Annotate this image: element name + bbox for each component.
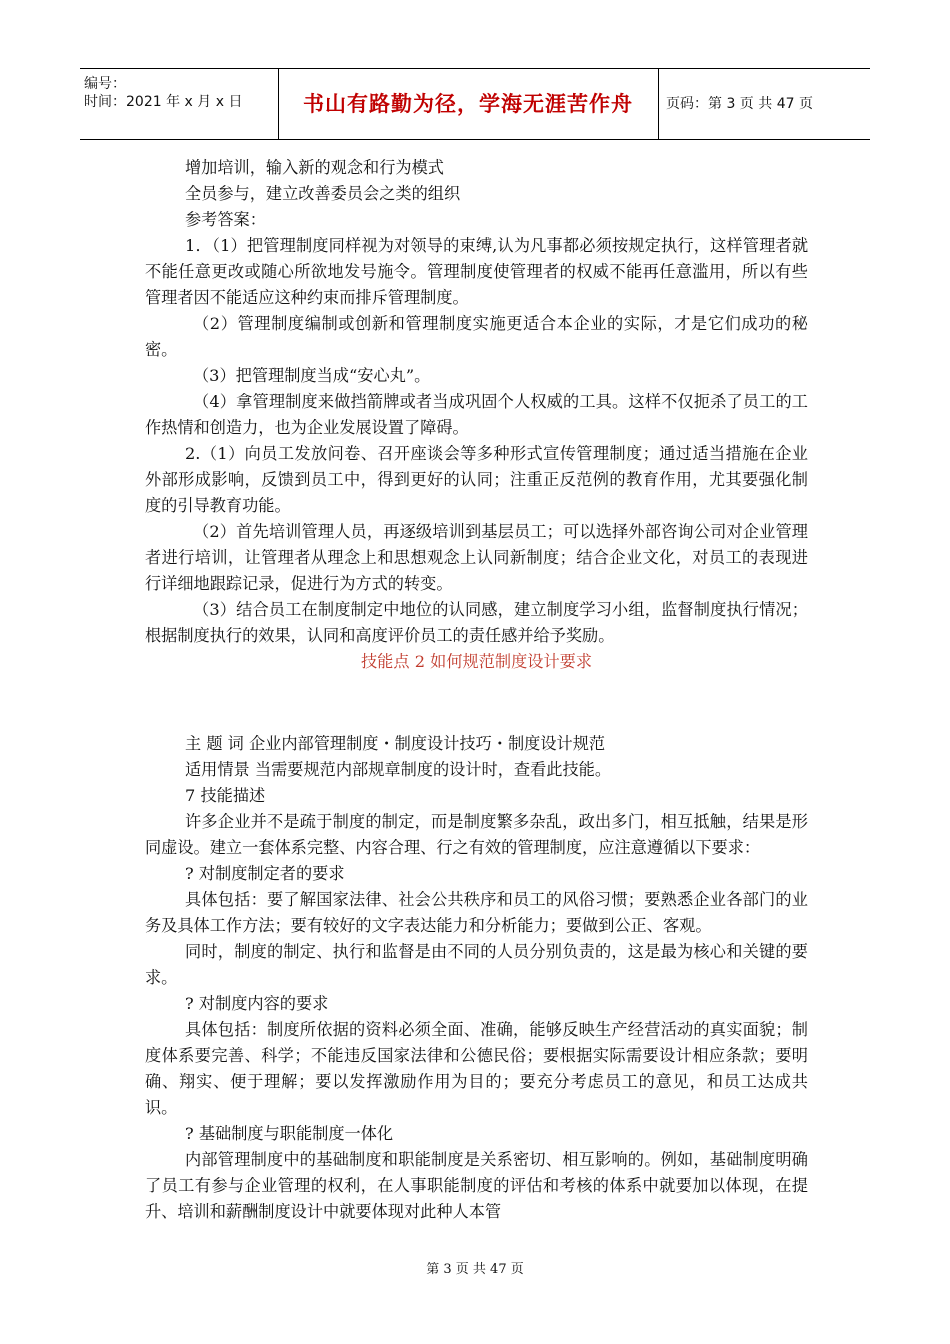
paragraph: 参考答案： bbox=[185, 210, 266, 229]
paragraph: 全员参与，建立改善委员会之类的组织 bbox=[185, 184, 461, 203]
time-label: 时间：2021 年 x 月 x 日 bbox=[84, 94, 243, 110]
paragraph: （2）首先培训管理人员，再逐级培训到基层员工；可以选择外部咨询公司对企业管理者进行培训，让管理者从理念上和思想观念上认同新制度；结合企业文化，对员工的表现进行详细地跟踪记录，促进行为方式的转变。 bbox=[145, 522, 808, 593]
number-label: 编号： bbox=[84, 76, 126, 92]
paragraph: 同时，制度的制定、执行和监督是由不同的人员分别负责的，这是最为核心和关键的要求。 bbox=[145, 942, 808, 987]
spacer bbox=[145, 675, 808, 731]
paragraph: （3）结合员工在制度制定中地位的认同感，建立制度学习小组，监督制度执行情况；根据制度执行的效果，认同和高度评价员工的责任感并给予奖励。 bbox=[145, 600, 808, 645]
paragraph: 7 技能描述 bbox=[185, 786, 266, 805]
paragraph: 具体包括：要了解国家法律、社会公共秩序和员工的风俗习惯；要熟悉企业各部门的业务及具体工作方法；要有较好的文字表达能力和分析能力；要做到公正、客观。 bbox=[145, 890, 808, 935]
paragraph: ? 对制度内容的要求 bbox=[185, 994, 329, 1013]
paragraph: 内部管理制度中的基础制度和职能制度是关系密切、相互影响的。例如，基础制度明确了员工有参与企业管理的权利，在人事职能制度的评估和考核的体系中就要加以体现，在提升、培训和薪酬制度设计中就要体现对此种人本管 bbox=[145, 1150, 808, 1221]
page-footer: 第 3 页 共 47 页 bbox=[426, 1262, 524, 1277]
paragraph: （3）把管理制度当成“安心丸”。 bbox=[193, 366, 431, 385]
header-motto: 书山有路勤为径，学海无涯苦作舟 bbox=[278, 69, 659, 139]
paragraph: 适用情景 当需要规范内部规章制度的设计时，查看此技能。 bbox=[185, 760, 612, 779]
paragraph: （2）管理制度编制或创新和管理制度实施更适合本企业的实际，才是它们成功的秘密。 bbox=[145, 314, 808, 359]
paragraph: 主 题 词 企业内部管理制度・制度设计技巧・制度设计规范 bbox=[185, 734, 606, 753]
paragraph: 2.（1）向员工发放问卷、召开座谈会等多种形式宣传管理制度；通过适当措施在企业外部形成影响，反馈到员工中，得到更好的认同；注重正反范例的教育作用，尤其要强化制度的引导教育功能。 bbox=[145, 444, 808, 515]
paragraph: （4）拿管理制度来做挡箭牌或者当成巩固个人权威的工具。这样不仅扼杀了员工的工作热情和创造力，也为企业发展设置了障碍。 bbox=[145, 392, 808, 437]
document-body bbox=[145, 155, 808, 1225]
paragraph: 增加培训，输入新的观念和行为模式 bbox=[185, 158, 444, 177]
paragraph: 1．（1）把管理制度同样视为对领导的束缚,认为凡事都必须按规定执行，这样管理者就不能任意更改或随心所欲地发号施令。管理制度使管理者的权威不能再任意滥用，所以有些管理者因不能适应这种约束而排斥管理制度。 bbox=[145, 236, 809, 307]
header-page-label: 页码：第 3 页 共 47 页 bbox=[666, 96, 813, 112]
section-title: 技能点 2 如何规范制度设计要求 bbox=[360, 652, 593, 671]
paragraph: 具体包括：制度所依据的资料必须全面、准确，能够反映生产经营活动的真实面貌；制度体系要完善、科学；不能违反国家法律和公德民俗；要根据实际需要设计相应条款；要明确、翔实、便于理解；要以发挥激励作用为目的；要充分考虑员工的意见，和员工达成共识。 bbox=[145, 1020, 808, 1117]
paragraph: ? 基础制度与职能制度一体化 bbox=[185, 1124, 394, 1143]
paragraph: 许多企业并不是疏于制度的制定，而是制度繁多杂乱，政出多门，相互抵触，结果是形同虚设。建立一套体系完整、内容合理、行之有效的管理制度，应注意遵循以下要求： bbox=[145, 812, 808, 857]
header-meta bbox=[80, 69, 279, 139]
paragraph: ? 对制度制定者的要求 bbox=[185, 864, 345, 883]
page-header bbox=[80, 68, 870, 140]
